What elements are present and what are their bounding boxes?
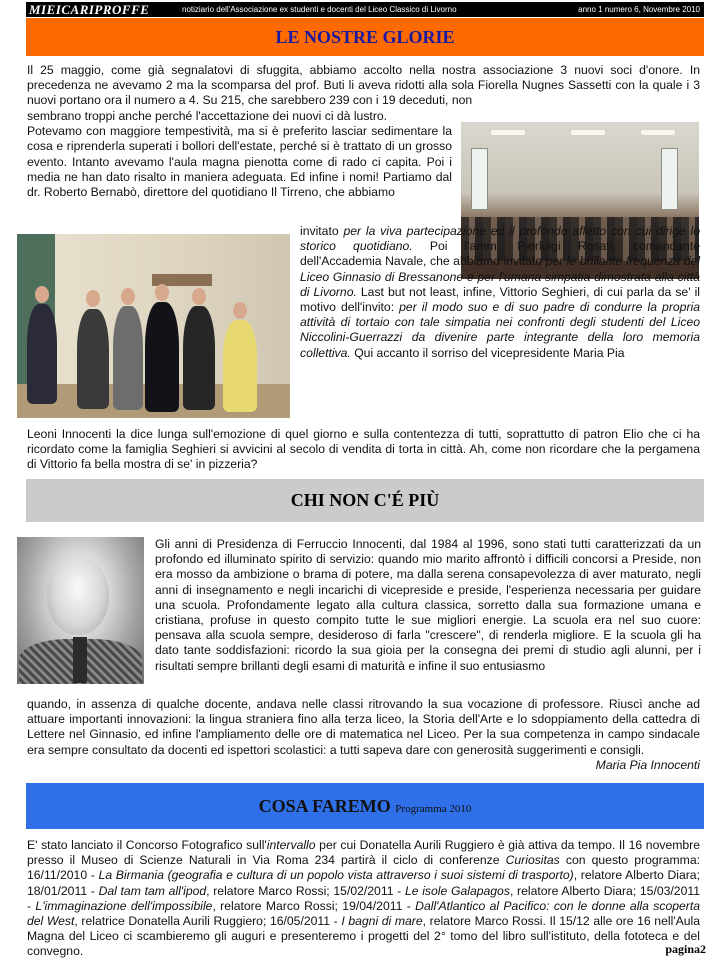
issue-info: anno 1 numero 6, Novembre 2010 [578, 5, 700, 14]
newsletter-description: notiziario dell'Associazione ex studenti e docenti del Liceo Classico di Livorno [182, 5, 457, 14]
signature: Maria Pia Innocenti [595, 757, 700, 772]
section3-body: E' stato lanciato il Concorso Fotografico sull'intervallo per cui Donatella Aurili Ruggiero è già attiva da tempo. Il 16 novembre presso il Museo di Scienze Naturali in Via Roma 234 partirà il ciclo di conferenze Curiositas con questo programma: 16/11/2010 - La Birmania (geografia e cultura di un popolo vista attraverso i suoi sistemi di trasporto), relatore Alberto Diara; 18/01/2011 - Dal tam tam all'ipod, relatore Marco Rossi; 15/02/2011 - Le isole Galapagos, relatore Alberto Diara; 15/03/2011 - L'immaginazione dell'impossibile, relatore Marco Rossi; 19/04/2011 - Dall'Atlantico al Pacifico: con le donne alla scoperta del West, relatrice Donatella Aurili Ruggiero; 16/05/2011 - I bagni di mare, relatore Marco Rossi. Il 15/12 alle ore 16 nell'Aula Magna del Liceo ci scambieremo gli auguri e presenteremo i progetti del 2° tomo del libro sull'istituto, della fototeca e del convegno. [27, 838, 700, 959]
section-title-chi-non-ce-piu: CHI NON C'É PIÙ [26, 479, 704, 522]
section-title-le-nostre-glorie: LE NOSTRE GLORIE [26, 18, 704, 56]
section-title-cosa-faremo [26, 783, 704, 829]
section2-closing: quando, in assenza di qualche docente, andava nelle classi ritrovando la sua vocazione di professore. Riuscì anche ad attuare importanti innovazioni: la lingua straniera fino alla terza liceo, la Storia dell'Arte e lo sdoppiamento della cattedra di Lettere nel Ginnasio, ed infine l'ampliamento delle ore di matematica nel Liceo. Per la sua competenza in campo sindacale era sempre consultato da docenti ed ispettori scolastici: a tutti sapeva dare con generosità suggerimenti e consigli. Maria Pia Innocenti [27, 697, 700, 772]
newsletter-name: MIEICARIPROFFE [29, 2, 150, 17]
page-number: pagina2 [665, 942, 706, 956]
section3-title: COSA FAREMO [258, 796, 391, 816]
section1-continuation: invitato per la viva partecipazione ed il profondo affetto con cui dirige lo storico quotidiano. Poi l'amm. Pierluigi Rosati, comandante dell'Accademia Navale, che abbiamo invitato per le brillante frequenza del Liceo Ginnasio di Bressanone e per l'umana simpatia dimostrata alla città di Livorno. Last but not least, infine, Vittorio Seghieri, di cui parla da se' il motivo dell'invito: per il modo suo e di suo padre di condurre la propria attività di tortaio con tale simpatia nei confronti degli studenti del Liceo Niccolini-Guerrazzi da divenire parte integrante della loro memoria collettiva. Qui accanto il sorriso del vicepresidente Maria Pia [300, 224, 701, 360]
ferruccio-innocenti-portrait [17, 537, 144, 684]
section1-intro: Il 25 maggio, come già segnalatovi di sfuggita, abbiamo accolto nella nostra associazione 3 nuovi soci d'onore. In precedenza ne avevamo 2 ma la scomparsa del prof. Buti li aveva ridotti alla sola Fiorella Nugnes Sassetti con la quale i 3 nuovi portano ora il numero a 4. Su 215, che sarebbero 239 con i 19 deceduti, non [27, 63, 700, 108]
masthead [26, 2, 704, 17]
section3-subtitle: Programma 2010 [395, 803, 472, 815]
section1-body: sembrano troppi anche perché l'accettazione dei nuovi ci dà lustro. Potevamo con maggiore tempestività, ma si è preferito lasciar sedimentare la cosa e riprenderla superati i bollori dell'estate, perché si è trattato di un grosso evento. Intanto avevamo l'aula magna pienotta come di rado ci capita. Poi i media ne han dato risalto in maniera adeguata. Ed infine i nomi! Partiamo dal dr. Roberto Bernabò, direttore del quotidiano Il Tirreno, che abbiamo [27, 109, 452, 200]
honorary-members-photo [17, 234, 290, 418]
section1-closing: Leoni Innocenti la dice lunga sull'emozione di quel giorno e sulla contentezza di tutti, soprattutto di patron Elio che ci ha ricordato come la famiglia Seghieri si avvicini al secolo di vendita di torta in città. Ah, come non ricordare che la pergamena di Vittorio fa bella mostra di se' in pizzeria? [27, 427, 700, 472]
section2-body: Gli anni di Presidenza di Ferruccio Innocenti, dal 1984 al 1996, sono stati tutti caratterizzati da un profondo ed illuminato spirito di servizio: quando mio marito affrontò i difficili concorsi a Preside, non era mosso da ambizione o brama di potere, ma dalla serena consapevolezza di aver maturato, negli anni di insegnamento e negli incarichi di vicepreside e preside, l'esperienza necessaria per guidare una scuola. Profondamente legato alla cultura classica, sorretto dalla sua formazione umana e cristiana, profuse in questo compito tutte le sue migliori energie. La scuola era nel suo cuore: pensava alla scuola sempre, desideroso di farla "crescere", di renderla migliore. E la scuola gli ha dato tante soddisfazioni: ricordo la sua gioia per la consegna dei premi di studio agli alunni, per i risultati sempre brillanti degli esami di maturità e infine il suo entusiasmo [155, 537, 701, 673]
